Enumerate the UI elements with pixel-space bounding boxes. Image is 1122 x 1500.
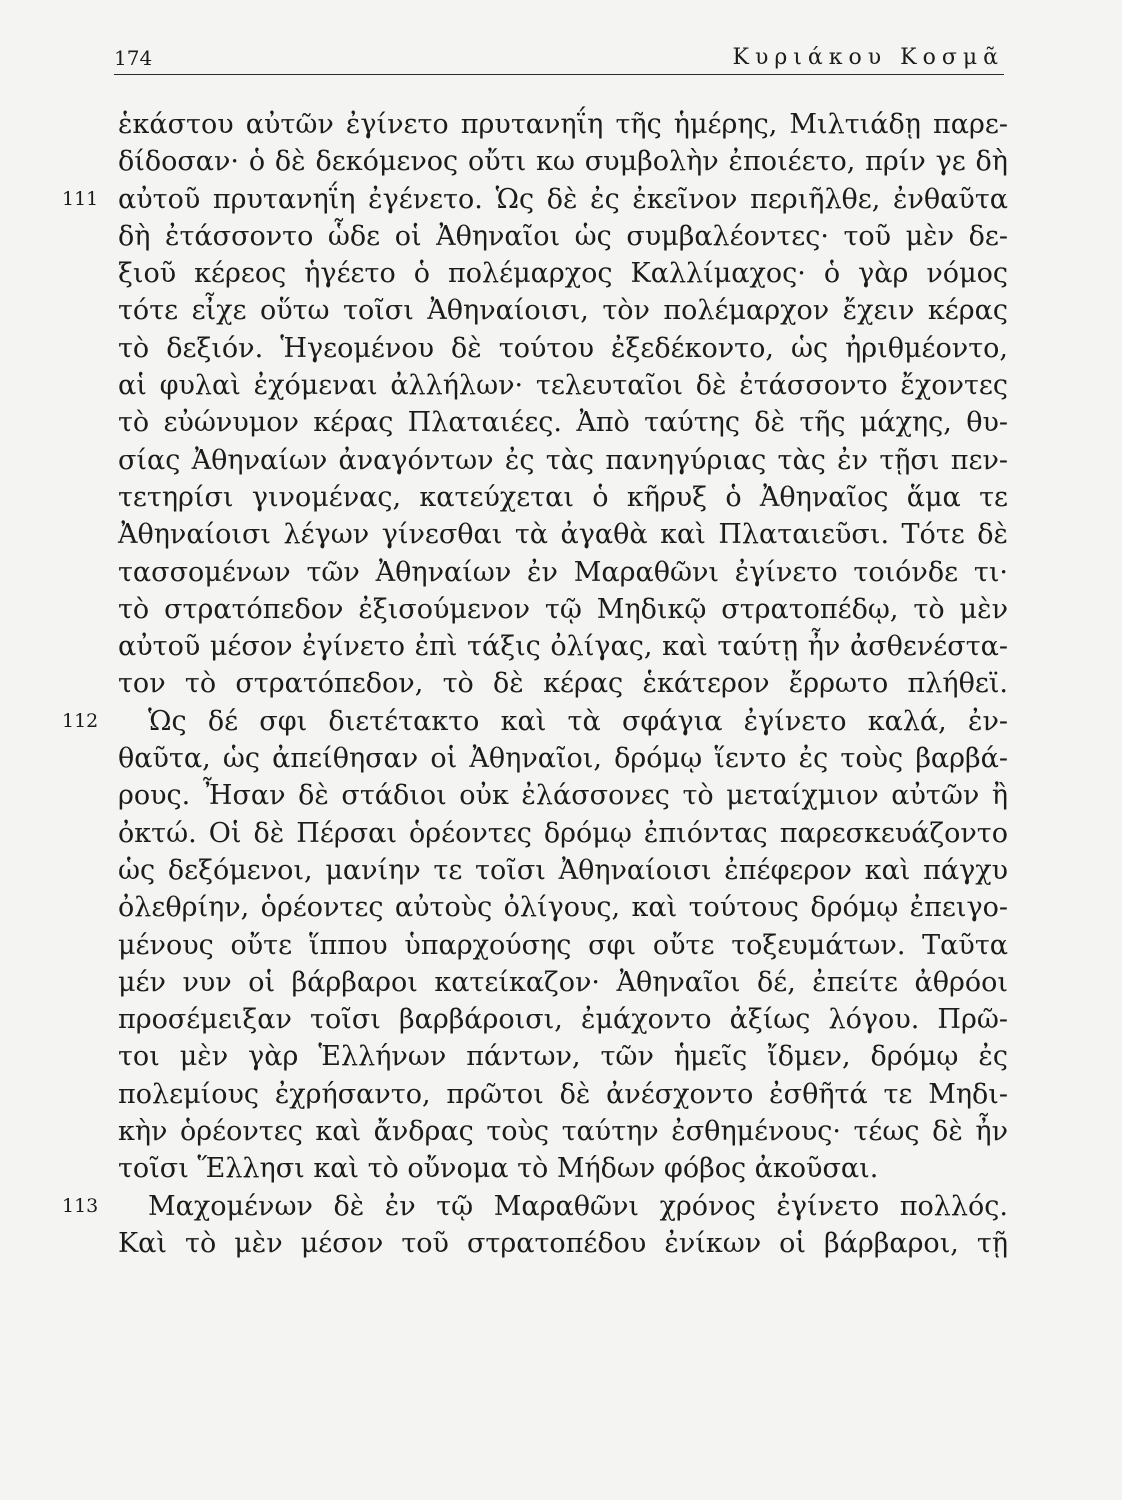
text-line: κὴν ὁρέοντες καὶ ἄνδρας τοὺς ταύτην ἐσθημένους· τέως δὲ ἦν: [118, 1116, 1008, 1148]
text-line-content: αὐτοῦ πρυτανηΐη ἐγένετο. Ὡς δὲ ἐς ἐκεῖνον περιῆλθε, ἐνθαῦτα: [118, 183, 1008, 215]
text-line: [62, 1188, 1008, 1225]
text-line: ὡς δεξόμενοι, μανίην τε τοῖσι Ἀθηναίοισι ἐπέφερον καὶ πάγχυ: [118, 854, 1008, 886]
page-number: 174: [114, 46, 153, 70]
section-number-111: 111: [62, 187, 99, 210]
text-line: Καὶ τὸ μὲν μέσον τοῦ στρατοπέδου ἐνίκων οἱ βάρβαροι, τῇ: [118, 1227, 1008, 1259]
text-line: μένους οὔτε ἵππου ὑπαρχούσης σφι οὔτε τοξευμάτων. Ταῦτα: [118, 929, 1008, 961]
text-line: δίδοσαν· ὁ δὲ δεκόμενος οὔτι κω συμβολὴν ἐποιέετο, πρίν γε δὴ: [118, 146, 1008, 178]
running-head: Κυριάκου Κοσμᾶ: [732, 45, 1004, 70]
text-line: αἱ φυλαὶ ἐχόμεναι ἀλλήλων· τελευταῖοι δὲ ἐτάσσοντο ἔχοντες: [118, 370, 1008, 402]
text-line: τοι μὲν γὰρ Ἑλλήνων πάντων, τῶν ἡμεῖς ἴδμεν, δρόμῳ ἐς: [118, 1041, 1008, 1073]
text-line: ἑκάστου αὐτῶν ἐγίνετο πρυτανηΐη τῆς ἡμέρης, Μιλτιάδῃ παρε-: [118, 109, 1008, 140]
text-line: τασσομένων τῶν Ἀθηναίων ἐν Μαραθῶνι ἐγίνετο τοιόνδε τι·: [118, 556, 1008, 588]
text-line: τὸ δεξιόν. Ἡγεομένου δὲ τούτου ἐξεδέκοντο, ὡς ἠριθμέοντο,: [118, 332, 1008, 364]
text-line: αὐτοῦ μέσον ἐγίνετο ἐπὶ τάξις ὀλίγας, καὶ ταύτῃ ἦν ἀσθενέστα-: [118, 631, 1008, 663]
text-line: τοῖσι Ἕλλησι καὶ τὸ οὔνομα τὸ Μήδων φόβος ἀκοῦσαι.: [118, 1153, 879, 1185]
text-line: προσέμειξαν τοῖσι βαρβάροισι, ἐμάχοντο ἀξίως λόγου. Πρῶ-: [118, 1004, 1008, 1036]
text-line: ρους. Ἦσαν δὲ στάδιοι οὐκ ἐλάσσονες τὸ μεταίχμιον αὐτῶν ἢ: [118, 780, 1008, 812]
page-header: [114, 44, 1004, 78]
text-line-content: Ὡς δέ σφι διετέτακτο καὶ τὰ σφάγια ἐγίνετο καλά, ἐν-: [148, 705, 1008, 737]
text-line: τὸ στρατόπεδον ἐξισούμενον τῷ Μηδικῷ στρατοπέδῳ, τὸ μὲν: [118, 593, 1008, 625]
text-line: τότε εἶχε οὕτω τοῖσι Ἀθηναίοισι, τὸν πολέμαρχον ἔχειν κέρας: [118, 295, 1008, 327]
text-line: σίας Ἀθηναίων ἀναγόντων ἐς τὰς πανηγύριας τὰς ἐν τῇσι πεν-: [118, 444, 1008, 476]
section-number-112: 112: [62, 709, 99, 732]
text-line: [62, 703, 1008, 740]
text-line: τετηρίσι γινομένας, κατεύχεται ὁ κῆρυξ ὁ Ἀθηναῖος ἅμα τε: [118, 481, 1008, 513]
text-line: Ἀθηναίοισι λέγων γίνεσθαι τὰ ἀγαθὰ καὶ Πλαταιεῦσι. Τότε δὲ: [118, 519, 1008, 551]
text-line: τον τὸ στρατόπεδον, τὸ δὲ κέρας ἑκάτερον ἔρρωτο πλήθεϊ.: [118, 668, 1008, 700]
text-line: ξιοῦ κέρεος ἡγέετο ὁ πολέμαρχος Καλλίμαχος· ὁ γὰρ νόμος: [118, 258, 1008, 290]
text-line: μέν νυν οἱ βάρβαροι κατείκαζον· Ἀθηναῖοι δέ, ἐπείτε ἀθρόοι: [118, 966, 1008, 998]
text-line: ὀκτώ. Οἱ δὲ Πέρσαι ὁρέοντες δρόμῳ ἐπιόντας παρεσκευάζοντο: [118, 817, 1008, 849]
text-line-content: Μαχομένων δὲ ἐν τῷ Μαραθῶνι χρόνος ἐγίνετο πολλός.: [148, 1190, 1008, 1222]
text-line: πολεμίους ἐχρήσαντο, πρῶτοι δὲ ἀνέσχοντο ἐσθῆτά τε Μηδι-: [118, 1078, 1008, 1110]
text-line: δὴ ἐτάσσοντο ὧδε οἱ Ἀθηναῖοι ὡς συμβαλέοντες· τοῦ μὲν δε-: [118, 220, 1008, 252]
body-text: [62, 106, 1008, 1262]
text-line: [62, 181, 1008, 218]
section-number-113: 113: [62, 1194, 99, 1217]
text-line: τὸ εὐώνυμον κέρας Πλαταιέες. Ἀπὸ ταύτης δὲ τῆς μάχης, θυ-: [118, 407, 1008, 439]
text-line: θαῦτα, ὡς ἀπείθησαν οἱ Ἀθηναῖοι, δρόμῳ ἵεντο ἐς τοὺς βαρβά-: [118, 743, 1008, 775]
header-rule: [114, 74, 1004, 75]
text-line: ὀλεθρίην, ὁρέοντες αὐτοὺς ὀλίγους, καὶ τούτους δρόμῳ ἐπειγο-: [118, 892, 1008, 924]
